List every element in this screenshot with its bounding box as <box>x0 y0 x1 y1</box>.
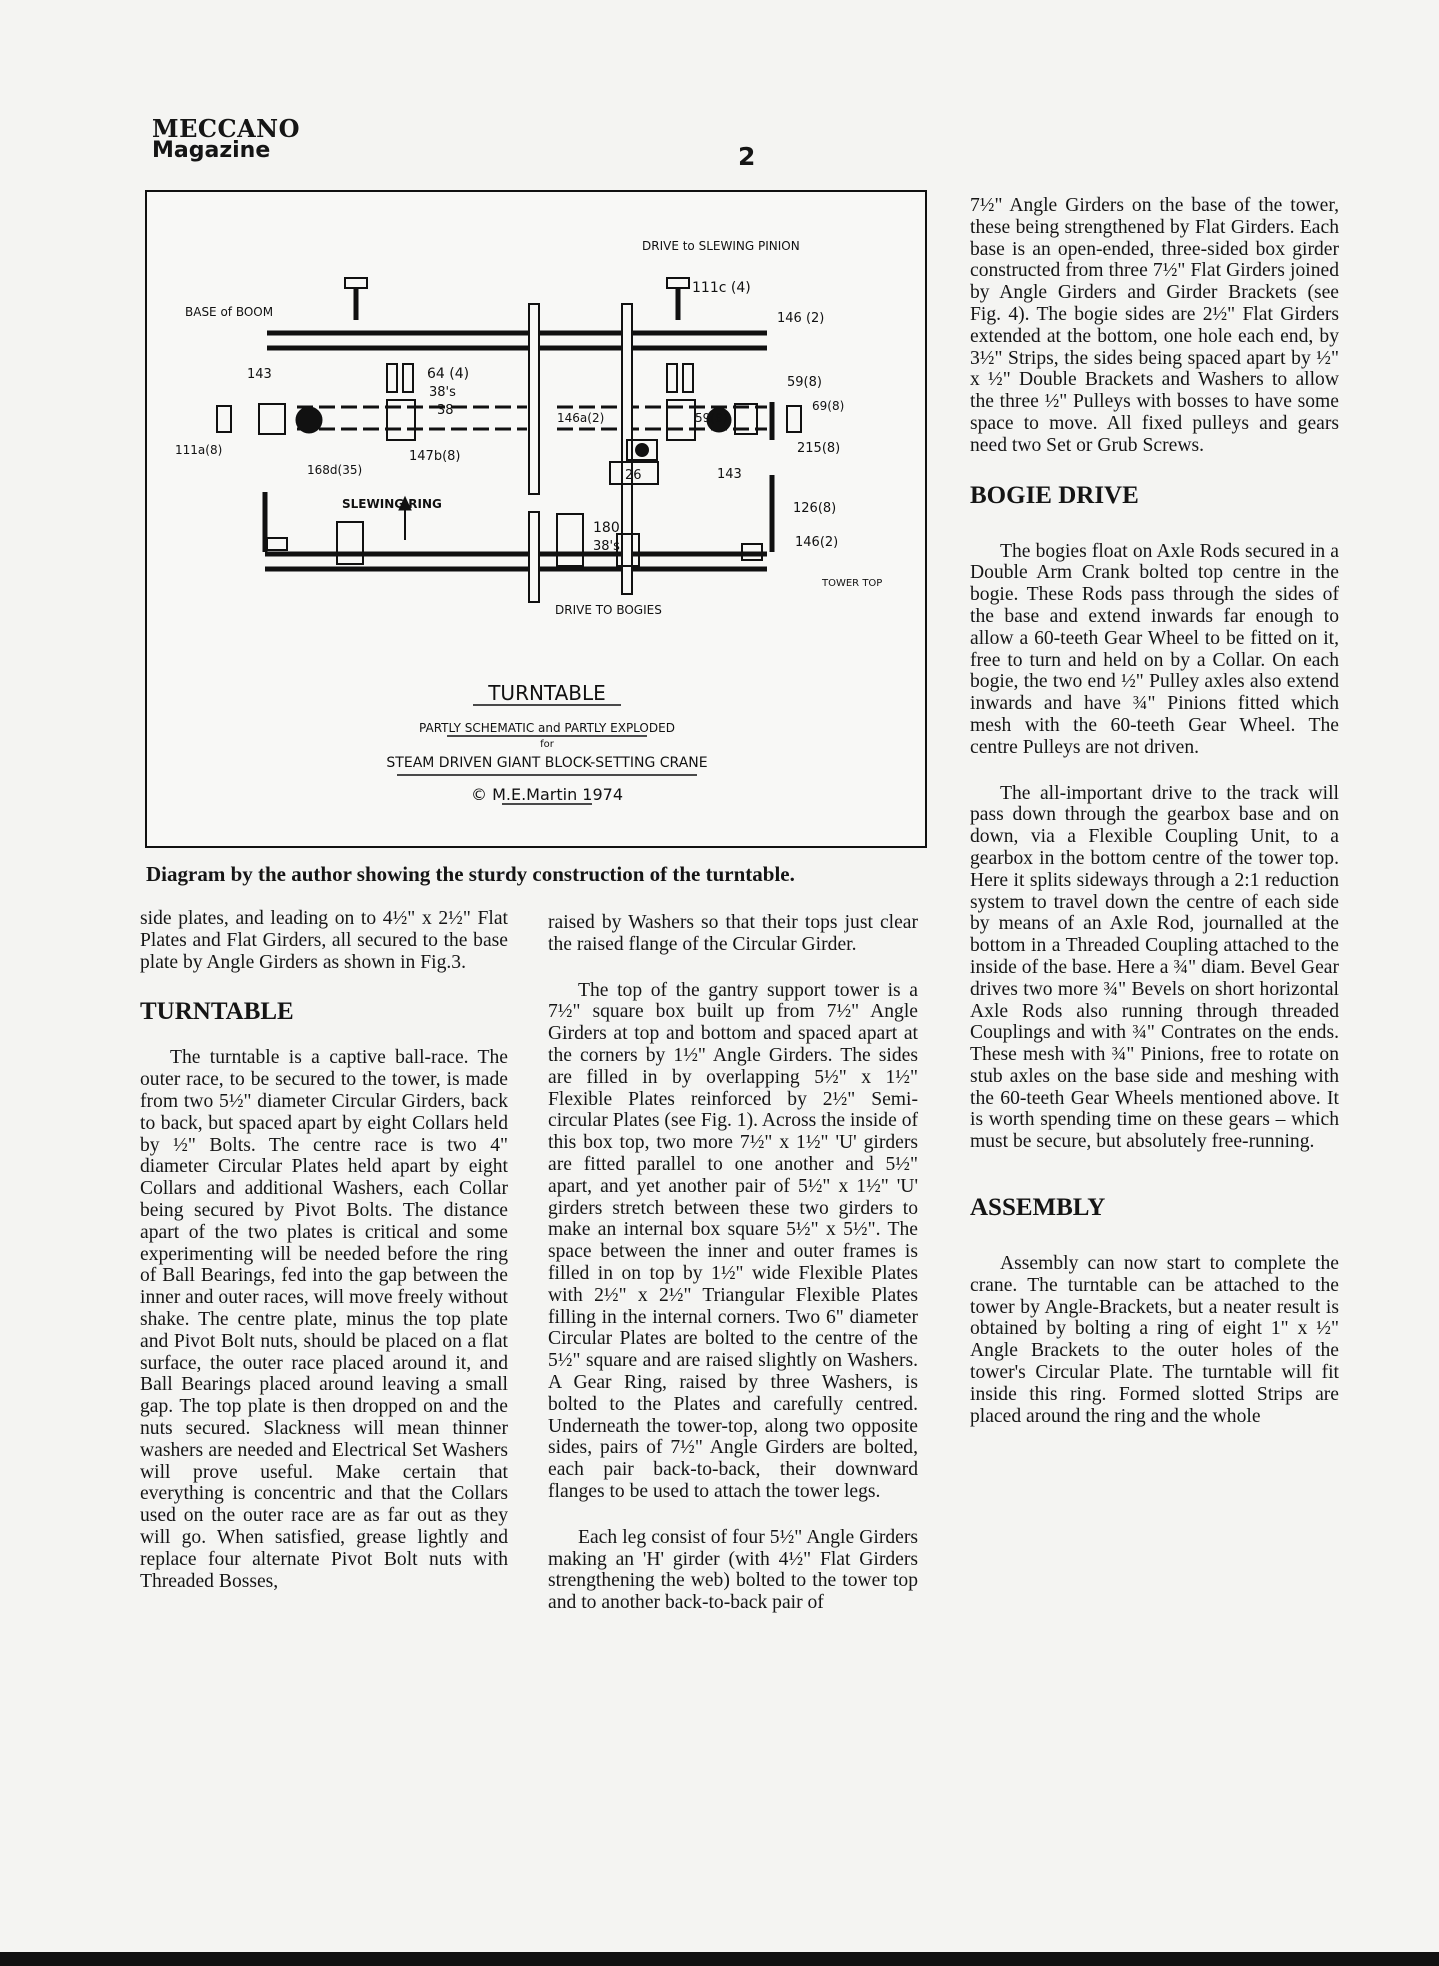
label-168d: 168d(35) <box>307 463 363 477</box>
label-147b: 147b(8) <box>409 449 461 464</box>
lower-bolts <box>267 514 762 566</box>
heading-turntable: TURNTABLE <box>140 998 294 1026</box>
label-59-right: 59(8) <box>787 375 822 390</box>
label-26: 26 <box>625 468 642 483</box>
figure-caption: Diagram by the author showing the sturdy construction of the turntable. <box>146 862 795 886</box>
label-drive-slewing: DRIVE to SLEWING PINION <box>642 239 800 253</box>
label-38s-low: 38's <box>593 539 620 554</box>
shaft-left-lower <box>529 512 539 602</box>
ball-bearing-left <box>296 407 322 433</box>
masthead-line2: Magazine <box>152 138 271 163</box>
label-146a: 146a(2) <box>557 411 605 425</box>
column-2 <box>548 912 918 1638</box>
label-146-top: 146 (2) <box>777 311 825 326</box>
diagram-subtitle1: PARTLY SCHEMATIC and PARTLY EXPLODED <box>419 721 675 735</box>
bolt-head-2 <box>667 278 689 288</box>
column-1 <box>140 908 508 1616</box>
slewing-bolt <box>337 522 363 564</box>
top-rails <box>267 333 767 348</box>
diagram-copyright: © M.E.Martin 1974 <box>470 785 624 804</box>
label-59-mid: 59(8) <box>695 411 728 425</box>
label-base-of-boom: BASE of BOOM <box>185 305 274 319</box>
masthead-logo <box>152 114 301 163</box>
collar-4 <box>683 364 693 392</box>
label-143-left: 143 <box>247 367 272 382</box>
label-69: 69(8) <box>812 399 845 413</box>
label-slewing-ring: SLEWING RING <box>342 497 442 511</box>
turntable-diagram <box>145 190 927 848</box>
label-38: 38 <box>437 403 454 418</box>
heading-assembly: ASSEMBLY <box>970 1194 1106 1222</box>
label-38s: 38's <box>429 385 456 400</box>
bolt-head-1 <box>345 278 367 288</box>
masthead-line1: MECCANO <box>152 114 301 143</box>
scan-bottom-edge <box>0 1952 1439 1966</box>
collars <box>387 364 695 484</box>
col3-paragraph-4: Assembly can now start to complete the crane. The turntable can be attached to the tower by Angle-Brackets, but a neater result is obtained by bolting a ring of eight 1" x ½" Angle Brackets to the outer holes of the tower's Circular Plate. The turntable will fit inside this ring. Formed slotted Strips are placed around the ring and the whole <box>970 1253 1339 1427</box>
collar-2 <box>403 364 413 392</box>
bolt-180 <box>557 514 583 566</box>
col3-paragraph-2: The bogies float on Axle Rods secured in a Double Arm Crank bolted top centre in the bogie. These Rods pass through the sides of the base and extend inwards far enough to allow a 60-teeth Gear Wheel to be fitted on it, free to turn and held on by a Collar. On each bogie, the two end ½" Pulley axles also extend inwards and have ¾" Pinions fitted which mesh with the 60-teeth Gear Wheel. The centre Pulleys are not driven. <box>970 540 1339 758</box>
bolt-26 <box>636 444 648 456</box>
heading-bogie-drive: BOGIE DRIVE <box>970 481 1139 509</box>
diagram-title: TURNTABLE <box>488 681 606 705</box>
page-number: 2 <box>738 142 756 171</box>
col2-paragraph-1: raised by Washers so that their tops just clear the raised flange of the Circular Girder. <box>548 912 918 955</box>
diagram-subtitle-for: for <box>540 739 554 750</box>
label-180: 180 <box>593 520 620 536</box>
col2-paragraph-3: Each leg consist of four 5½" Angle Girders making an 'H' girder (with 4½" Flat Girders strengthening the web) bolted to the tower top and to another back-to-back pair of <box>548 1526 918 1614</box>
collar-3 <box>667 364 677 392</box>
diagram-drawing <box>147 192 925 846</box>
label-64: 64 (4) <box>427 366 470 382</box>
shaft-left <box>529 304 539 494</box>
label-146-low: 146(2) <box>795 535 839 550</box>
label-215: 215(8) <box>797 441 841 456</box>
label-111a: 111a(8) <box>175 443 223 457</box>
col2-paragraph-2: The top of the gantry support tower is a 7½" square box built up from 7½" Angle Girders at top and bottom and spaced apart at the corners by 1½" Angle Girders. The sides are filled in by overlapping 5½" x 1½" Flexible Plates reinforced by 2½" Semi-circular Plates (see Fig. 1). Across the inside of this box top, two more 7½" x 1½" 'U' girders are fitted parallel to one another and 5½" apart, and yet another pair of 5½" x 1½" 'U' girders stretch between these two girders to make an internal box square 5½" x 5½". The space between the inner and outer frames is filled in on top by 1½" wide Flexible Plates with 2½" x 2½" Triangular Flexible Plates filling in the internal corners. Two 6" diameter Circular Plates are bolted to the centre of the 5½" square and are raised slightly on Washers. A Gear Ring, raised by three Washers, is bolted to the Plates and carefully centred. Underneath the tower-top, along two opposite sides, pairs of 7½" Angle Girders are bolted, each pair back-to-back, their downward flanges to be used to attach the tower legs. <box>548 979 919 1502</box>
col3-paragraph-1: 7½" Angle Girders on the base of the tower, these being strengthened by Flat Girders. Each base is an open-ended, three-sided box girder constructed from three 7½" Flat Girders joined by Angle Girders and Girder Brackets (see Fig. 4). The bogie sides are 2½" Flat Girders extended at the bottom, one hole each end, by 3½" Strips, the sides being spaced apart by ½" x ½" Double Brackets and Washers to allow the three ½" Pulleys with bosses to have some space to move. All fixed pulleys and gears need two Set or Grub Screws. <box>970 195 1339 456</box>
label-drive-bogies: DRIVE TO BOGIES <box>555 603 662 617</box>
bracket-left-inner <box>259 404 285 434</box>
lower-bolt-1 <box>267 538 287 550</box>
label-143-right: 143 <box>717 467 742 482</box>
col1-paragraph-2: The turntable is a captive ball-race. The outer race, to be secured to the tower, is made from two 5½" diameter Circular Girders, back to back, but spaced apart by eight Collars held by ½" Bolts. The centre race is two 4" diameter Circular Plates held apart by eight Collars and additional Washers, each Collar being secured by Pivot Bolts. The distance apart of the two plates is critical and some experimenting will be needed before the ring of Ball Bearings, fed into the gap between the inner and outer races, will move freely without shake. The centre plate, minus the top plate and Pivot Bolt nuts, should be placed on a flat surface, the outer race placed around it, and Ball Bearings placed around leaving a small gap. The top plate is then dropped on and the nuts secured. Slackness will mean thinner washers are needed and Electrical Set Washers will prove useful. Make certain that everything is concentric and that the Collars used on the outer race are as far out as they will go. When satisfied, grease lightly and replace four alternate Pivot Bolt nuts with Threaded Bosses, <box>140 1047 508 1592</box>
col1-paragraph-1: side plates, and leading on to 4½" x 2½" Flat Plates and Flat Girders, all secured to the base plate by Angle Girders as shown in Fig.3. <box>140 908 508 973</box>
label-111c: 111c (4) <box>692 280 751 296</box>
diagram-title-block <box>386 681 707 804</box>
top-bolts <box>345 278 689 320</box>
label-tower-top: TOWER TOP <box>822 578 883 589</box>
label-126: 126(8) <box>793 501 837 516</box>
collar-1 <box>387 364 397 392</box>
bracket-left-outer <box>217 406 231 432</box>
col3-paragraph-3: The all-important drive to the track will pass down through the gearbox base and on down, via a Flexible Coupling Unit, to a gearbox in the bottom centre of the tower top. Here it splits sideways through a 2:1 reduction system to travel down the centre of each side by means of an Axle Rod, journalled at the bottom in a Threaded Coupling attached to the inside of the base. Here a ¾" diam. Bevel Gear drives two more ¾" Bevels on short horizontal Axle Rods also running through threaded Couplings and with ¾" Contrates on the ends. These mesh with ¾" Pinions, free to rotate on stub axles on the base side and meshing with the 60-teeth Gear Wheels mentioned above. It is worth spending time on these gears – which must be secure, but absolutely free-running. <box>970 782 1339 1153</box>
bracket-right-outer <box>787 406 801 432</box>
column-3 <box>970 195 1339 1451</box>
diagram-subtitle2: STEAM DRIVEN GIANT BLOCK-SETTING CRANE <box>386 755 708 771</box>
bottom-rails <box>265 554 767 569</box>
